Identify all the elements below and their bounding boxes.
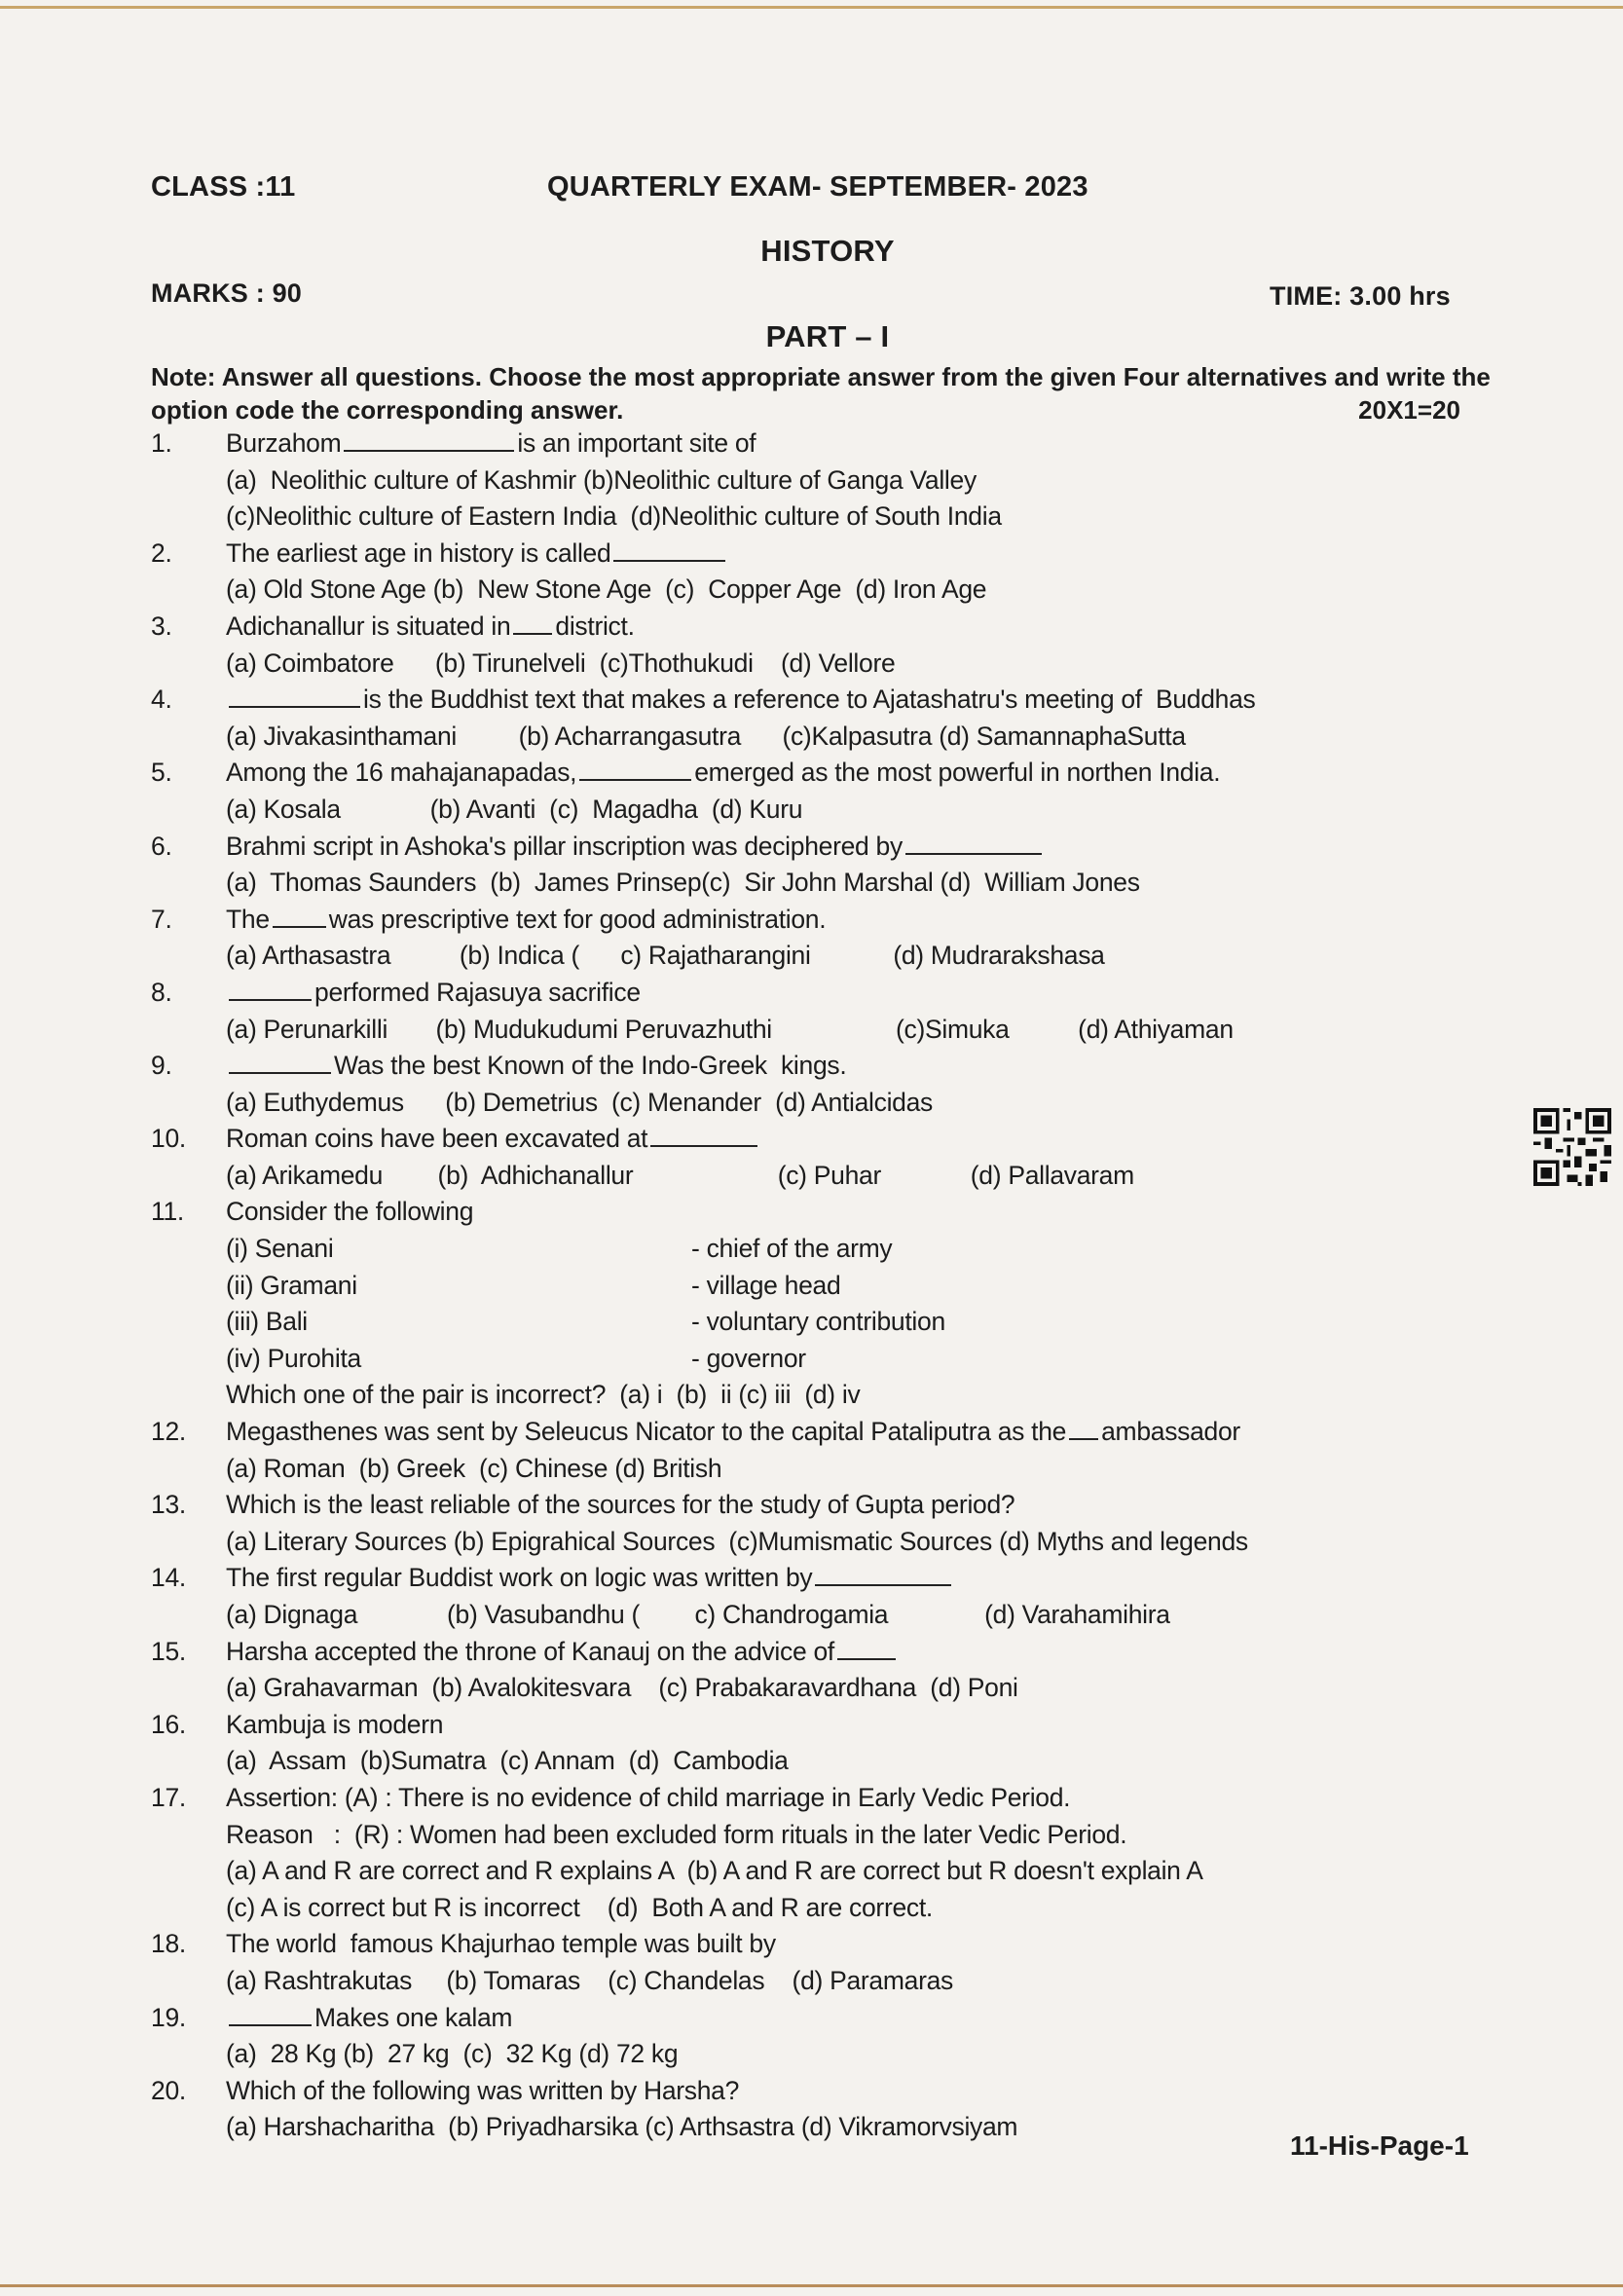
text-run: Among the 16 mahajanapadas, (226, 758, 577, 788)
answer-options (226, 2109, 1017, 2146)
question-text (226, 1121, 760, 1158)
text-run: Brahmi script in Ashoka's pillar inscription was deciphered by (226, 831, 903, 861)
text-run: was prescriptive text for good administration. (328, 904, 827, 934)
text-run: Roman coins have been excavated at (226, 1124, 648, 1154)
question-number: 17. (151, 1782, 186, 1812)
question-number: 13. (151, 1490, 186, 1520)
question-line (151, 1560, 1475, 1597)
text-run: Reason : (R) : Women had been excluded form rituals in the later Vedic Period. (226, 1819, 1127, 1849)
question-line (151, 1487, 1475, 1524)
question-line (151, 682, 1475, 719)
question-line (151, 1780, 1475, 1817)
question-number: 3. (151, 611, 172, 641)
question-line (151, 829, 1475, 866)
answer-options (226, 1158, 1134, 1195)
question-text (226, 755, 1220, 792)
text-run: (a) Arikamedu (b) Adhichanallur (c) Puhar (d) Pallavaram (226, 1160, 1134, 1190)
question-number: 14. (151, 1563, 186, 1593)
text-run: (a) Neolithic culture of Kashmir (b)Neolithic culture of Ganga Valley (226, 464, 977, 495)
qr-code-icon (1533, 1108, 1611, 1186)
question-text (226, 975, 641, 1012)
text-run: The (226, 904, 270, 934)
answer-blank (273, 907, 326, 928)
text-run: (c)Neolithic culture of Eastern India (d)Neolithic culture of South India (226, 501, 1002, 532)
question-number: 5. (151, 758, 172, 788)
question-number: 6. (151, 831, 172, 861)
text-run: Which one of the pair is incorrect? (a) i (b) ii (c) iii (d) iv (226, 1380, 861, 1410)
instructions-note (151, 360, 1499, 426)
question-line (151, 1634, 1475, 1671)
text-run: Which is the least reliable of the sources for the study of Gupta period? (226, 1490, 1015, 1520)
answer-options (226, 1524, 1248, 1561)
text-run: (a) Coimbatore (b) Tirunelveli (c)Thothukudi (d) Vellore (226, 648, 896, 678)
exam-title: QUARTERLY EXAM- SEPTEMBER- 2023 (547, 171, 1088, 203)
text-run: The earliest age in history is called (226, 537, 611, 568)
text-run: performed Rajasuya sacrifice (314, 977, 641, 1007)
question-text (226, 1487, 1014, 1524)
question-text (226, 1926, 776, 1963)
question-line (151, 1085, 1475, 1122)
question-number: 11. (151, 1197, 184, 1227)
question-line (151, 1158, 1475, 1195)
question-text (226, 426, 756, 463)
question-number: 19. (151, 2002, 186, 2032)
question-number: 7. (151, 904, 172, 934)
answer-blank (513, 614, 552, 635)
answer-blank (815, 1566, 951, 1586)
text-run: Consider the following (226, 1197, 474, 1227)
question-line (151, 1012, 1475, 1049)
question-line (151, 1451, 1475, 1488)
answer-options (226, 1085, 933, 1122)
text-run: (a) Perunarkilli (b) Mudukudumi Peruvazhuthi (c)Simuka (d) Athiyaman (226, 1014, 1234, 1044)
answer-options (226, 463, 977, 500)
question-line (151, 2073, 1475, 2110)
text-run: (a) Dignaga (b) Vasubandhu ( c) Chandrogamia (d) Varahamihira (226, 1600, 1170, 1629)
question-line (151, 1963, 1475, 2000)
text-run: Which of the following was written by Harsha? (226, 2075, 740, 2105)
text-run: (a) Euthydemus (b) Demetrius (c) Menander (d) Antialcidas (226, 1087, 934, 1117)
question-line (151, 1414, 1475, 1451)
answer-blank (229, 2006, 312, 2026)
question-line (151, 1048, 1475, 1085)
question-text (226, 682, 1255, 719)
question-line (151, 975, 1475, 1012)
question-line (151, 2109, 1475, 2146)
text-run: Makes one kalam (314, 2002, 513, 2032)
answer-options (226, 646, 895, 683)
total-marks: MARKS : 90 (151, 278, 303, 308)
question-number: 1. (151, 428, 172, 458)
question-number: 4. (151, 685, 172, 715)
answer-blank (650, 1127, 757, 1147)
answer-options (226, 1377, 860, 1414)
question-line (151, 1377, 1475, 1414)
question-line (151, 792, 1475, 829)
question-number: 2. (151, 537, 172, 568)
question-line (151, 1524, 1475, 1561)
text-run: (a) Kosala (b) Avanti (c) Magadha (d) Kuru (226, 794, 803, 824)
answer-options (226, 572, 986, 609)
answer-options (226, 938, 1105, 975)
answer-options (226, 792, 802, 829)
text-run: (a) Thomas Saunders (b) James Prinsep(c) Sir John Marshal (d) William Jones (226, 868, 1140, 898)
answer-options (226, 1743, 789, 1780)
bottom-edge-rule (0, 2284, 1623, 2287)
answer-options (226, 1853, 1203, 1890)
section-marks: 20X1=20 (1358, 395, 1460, 425)
subject-title: HISTORY (760, 234, 895, 268)
text-run: (a) Harshacharitha (b) Priyadharsika (c) Arthsastra (d) Vikramorvsiyam (226, 2112, 1018, 2142)
exam-duration: TIME: 3.00 hrs (1270, 281, 1451, 311)
answer-blank (229, 687, 360, 708)
question-text (226, 1414, 1240, 1451)
question-number: 9. (151, 1051, 172, 1081)
question-line (151, 1817, 1475, 1854)
question-line (151, 719, 1475, 756)
question-text (226, 1634, 899, 1671)
question-line (151, 1670, 1475, 1707)
question-line (151, 938, 1475, 975)
instructions-text: Note: Answer all questions. Choose the most appropriate answer from the given Four alternatives and write the option code the corresponding answer. (151, 362, 1491, 425)
text-run: is an important site of (517, 428, 756, 458)
pair-term: (iv) Purohita (226, 1343, 361, 1373)
answer-options (226, 1817, 1126, 1854)
question-text (226, 536, 728, 573)
question-line (151, 1890, 1475, 1927)
question-line (151, 1597, 1475, 1634)
question-line (151, 2000, 1475, 2037)
text-run: (a) Old Stone Age (b) New Stone Age (c) Copper Age (d) Iron Age (226, 574, 987, 605)
pair-term: (i) Senani (226, 1234, 334, 1264)
text-run: (a) Roman (b) Greek (c) Chinese (d) British (226, 1453, 722, 1483)
question-text (226, 1560, 954, 1597)
answer-blank (837, 1640, 896, 1660)
answer-options (226, 1597, 1170, 1634)
text-run: (c) A is correct but R is incorrect (d) Both A and R are correct. (226, 1892, 933, 1922)
question-line (151, 499, 1475, 536)
text-run: (a) 28 Kg (b) 27 kg (c) 32 Kg (d) 72 kg (226, 2039, 679, 2069)
question-line (151, 1304, 1475, 1341)
question-number: 16. (151, 1709, 186, 1739)
question-line (151, 1853, 1475, 1890)
question-text (226, 902, 826, 939)
answer-options (226, 1012, 1234, 1049)
text-run: is the Buddhist text that makes a reference to Ajatashatru's meeting of Buddhas (363, 685, 1256, 715)
answer-blank (229, 981, 312, 1001)
question-line (151, 536, 1475, 573)
answer-blank (229, 1054, 331, 1074)
text-run: The world famous Khajurhao temple was built by (226, 1929, 776, 1959)
question-line (151, 572, 1475, 609)
question-line (151, 646, 1475, 683)
question-text (226, 1194, 473, 1231)
text-run: (a) Grahavarman (b) Avalokitesvara (c) Prabakaravardhana (d) Poni (226, 1673, 1018, 1703)
text-run: ambassador (1101, 1417, 1240, 1447)
question-number: 18. (151, 1929, 186, 1959)
pair-description: - village head (691, 1270, 841, 1300)
question-text (226, 1780, 1070, 1817)
text-run: Was the best Known of the Indo-Greek kings. (334, 1051, 847, 1081)
question-line (151, 1341, 1475, 1378)
question-text (226, 1707, 443, 1744)
text-run: Adichanallur is situated in (226, 611, 511, 641)
text-run: (a) Literary Sources (b) Epigrahical Sources (c)Mumismatic Sources (d) Myths and legends (226, 1526, 1248, 1556)
question-line (151, 609, 1475, 646)
answer-blank (1069, 1420, 1098, 1440)
text-run: The first regular Buddist work on logic was written by (226, 1563, 813, 1593)
question-line (151, 1743, 1475, 1780)
question-line (151, 1231, 1475, 1268)
question-line (151, 1121, 1475, 1158)
top-edge-rule (0, 6, 1623, 9)
answer-options (226, 865, 1140, 902)
pair-description: - governor (691, 1343, 806, 1373)
text-run: Burzahom (226, 428, 342, 458)
question-line (151, 902, 1475, 939)
answer-blank (905, 834, 1042, 855)
text-run: (a) Assam (b)Sumatra (c) Annam (d) Cambodia (226, 1746, 789, 1776)
text-run: emerged as the most powerful in northen India. (694, 758, 1221, 788)
question-line (151, 463, 1475, 500)
text-run: (a) Rashtrakutas (b) Tomaras (c) Chandelas (d) Paramaras (226, 1965, 953, 1995)
question-line (151, 426, 1475, 463)
answer-options (226, 1451, 721, 1488)
question-line (151, 1194, 1475, 1231)
question-number: 12. (151, 1417, 186, 1447)
text-run: Megasthenes was sent by Seleucus Nicator to the capital Pataliputra as the (226, 1417, 1067, 1447)
answer-options (226, 719, 1186, 756)
question-line (151, 2036, 1475, 2073)
answer-blank (579, 760, 691, 781)
answer-options (226, 1890, 933, 1927)
text-run: (a) Jivakasinthamani (b) Acharrangasutra (c)Kalpasutra (d) SamannaphaSutta (226, 721, 1186, 751)
question-line (151, 1707, 1475, 1744)
answer-options (226, 1670, 1018, 1707)
answer-options (226, 499, 1002, 536)
question-list (151, 426, 1475, 2146)
text-run: Harsha accepted the throne of Kanauj on the advice of (226, 1636, 834, 1666)
question-number: 15. (151, 1636, 186, 1666)
text-run: district. (555, 611, 635, 641)
answer-blank (344, 431, 514, 452)
text-run: Kambuja is modern (226, 1709, 444, 1739)
question-line (151, 755, 1475, 792)
question-number: 8. (151, 977, 172, 1007)
part-heading: PART – I (765, 319, 890, 353)
text-run: Assertion: (A) : There is no evidence of child marriage in Early Vedic Period. (226, 1782, 1071, 1812)
question-line (151, 1268, 1475, 1305)
pair-term: (ii) Gramani (226, 1270, 357, 1300)
question-line (151, 1926, 1475, 1963)
answer-options (226, 1963, 953, 2000)
page-footer: 11-His-Page-1 (1290, 2130, 1469, 2161)
answer-options (226, 2036, 678, 2073)
pair-description: - chief of the army (691, 1234, 893, 1264)
pair-description: - voluntary contribution (691, 1307, 945, 1337)
text-run: (a) Arthasastra (b) Indica ( c) Rajatharangini (d) Mudrarakshasa (226, 941, 1105, 971)
pair-term: (iii) Bali (226, 1307, 308, 1337)
question-text (226, 609, 635, 646)
question-text (226, 2073, 739, 2110)
question-number: 20. (151, 2075, 186, 2105)
question-text (226, 1048, 846, 1085)
class-label: CLASS :11 (151, 171, 296, 203)
question-text (226, 2000, 512, 2037)
question-line (151, 865, 1475, 902)
question-text (226, 829, 1045, 866)
question-number: 10. (151, 1124, 186, 1154)
answer-blank (613, 541, 725, 562)
text-run: (a) A and R are correct and R explains A (b) A and R are correct but R doesn't explain A (226, 1856, 1203, 1886)
